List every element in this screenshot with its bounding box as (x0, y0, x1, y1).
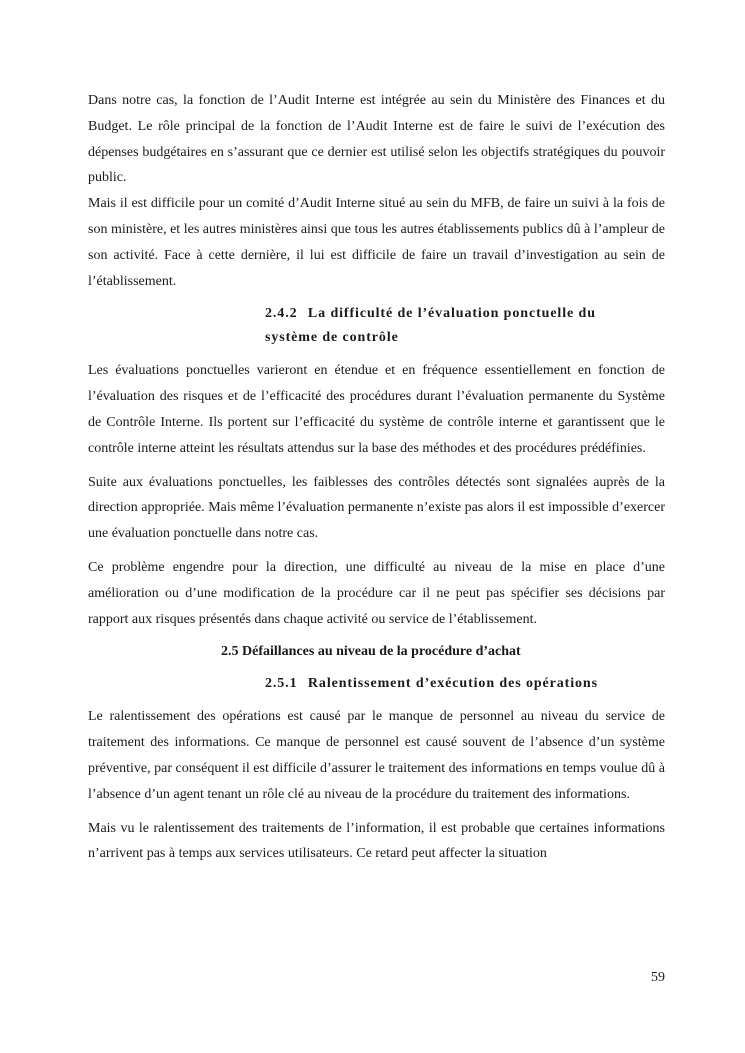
paragraph-probleme-direction: Ce problème engendre pour la direction, une difficulté au niveau de la mise en place d’une amélioration ou d’une modification de la procédure car il ne peut pas spécifier ses décisions par rapport aux risques présentés dans chaque activité ou service de l’établissement. (88, 559, 665, 627)
paragraph-ralentissement-operations: Le ralentissement des opérations est causé par le manque de personnel au niveau du service de traitement des informations. Ce manque de personnel est causé souvent de l’absence d’un système préventive, par conséquent il est difficile d’assurer le traitement des informations en temps voulue dû à l’absence d’un agent tenant un rôle clé au niveau de la procédure du traitement des informations. (88, 709, 665, 802)
section-title-2-4-2-line2: système de contrôle (265, 330, 399, 346)
page-number: 59 (651, 970, 665, 985)
section-title-2-5-1: Ralentissement d’exécution des opérations (307, 676, 598, 692)
section-heading-2-5: 2.5 Défaillances au niveau de la procédure d’achat (221, 644, 521, 660)
paragraph-ralentissement-traitements: Mais vu le ralentissement des traitements de l’information, il est probable que certaines informations n’arrivent pas à temps aux services utilisateurs. Ce retard peut affecter la situation (88, 820, 665, 862)
paragraph-audit-interne-difficulty: Mais il est difficile pour un comité d’Audit Interne situé au sein du MFB, de faire un suivi à la fois de son ministère, et les autres ministères ainsi que tous les autres établissements publics dû à l’ampleur de son activité. Face à cette dernière, il lui est difficile de faire un travail d’investigation au sein de l’établissement. (88, 196, 665, 289)
section-heading-2-4-2 (265, 302, 665, 350)
section-number-2-5-1: 2.5.1 (265, 676, 298, 692)
paragraph-evaluations-ponctuelles: Les évaluations ponctuelles varieront en étendue et en fréquence essentiellement en fonction de l’évaluation des risques et de l’efficacité des procédures durant l’évaluation permanente du Système de Contrôle Interne. Ils portent sur l’efficacité du système de contrôle interne et garantissent que le contrôle interne atteint les résultats attendus sur la base des méthodes et des procédures prédéfinies. (88, 363, 665, 456)
section-heading-2-5-1 (265, 672, 665, 696)
paragraph-audit-interne-role: Dans notre cas, la fonction de l’Audit Interne est intégrée au sein du Ministère des Finances et du Budget. Le rôle principal de la fonction de l’Audit Interne est de faire le suivi de l’exécution des dépenses budgétaires en s’assurant que ce dernier est utilisé selon les objectifs stratégiques du pouvoir public. (88, 93, 665, 186)
section-number-2-4-2: 2.4.2 (265, 306, 298, 322)
section-title-2-4-2-line1: La difficulté de l’évaluation ponctuelle du (307, 306, 596, 322)
paragraph-faiblesses-controles: Suite aux évaluations ponctuelles, les faiblesses des contrôles détectés sont signalées auprès de la direction appropriée. Mais même l’évaluation permanente n’existe pas alors il est impossible d’exercer une évaluation ponctuelle dans notre cas. (88, 474, 665, 542)
document-page (88, 88, 665, 867)
